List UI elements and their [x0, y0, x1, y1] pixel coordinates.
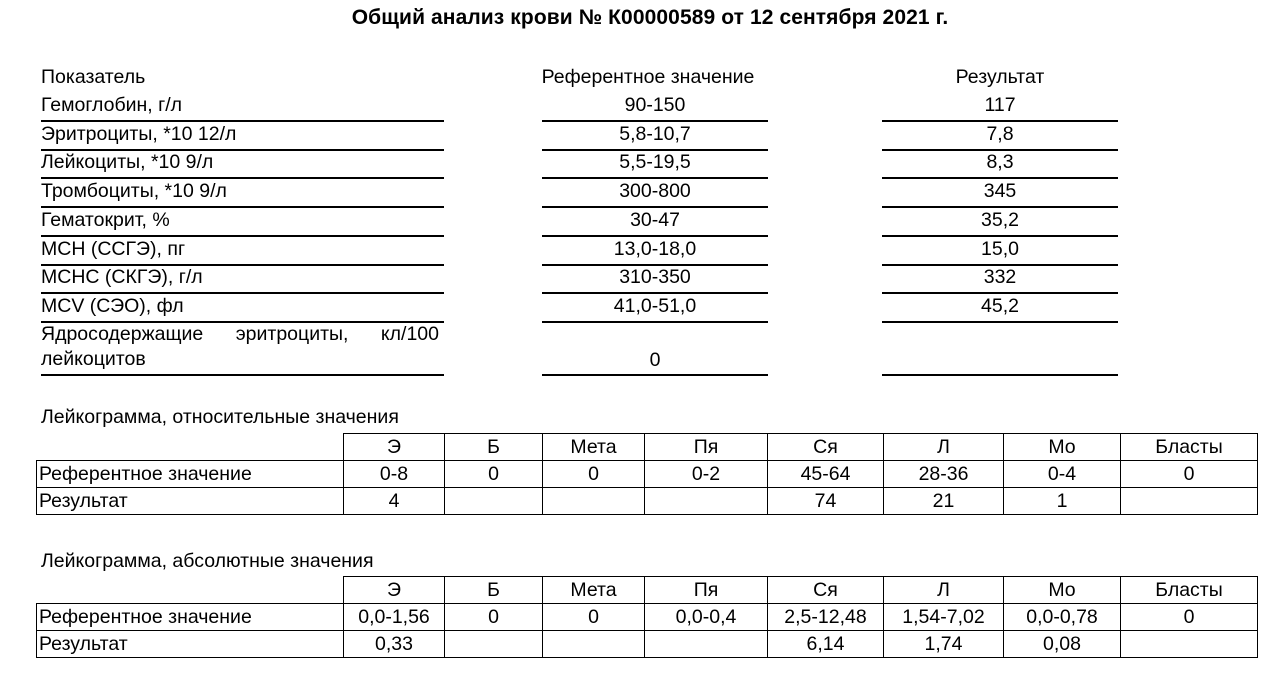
cell-underline: [41, 206, 444, 208]
result-value: 15,0: [981, 237, 1019, 260]
result-cell: [445, 488, 543, 515]
result-cell: [645, 631, 768, 658]
row-label: Результат: [37, 488, 344, 515]
cell-underline: [41, 120, 444, 122]
indicator-name: МСН (ССГЭ), пг: [41, 237, 186, 260]
result-cell: 6,14: [768, 631, 884, 658]
cell-underline: [41, 149, 444, 151]
leuko-relative-result-row: [37, 488, 1258, 515]
header-cell: Пя: [645, 434, 768, 461]
ref-cell: 0: [445, 461, 543, 488]
header-cell: Бласты: [1121, 434, 1258, 461]
leuko-relative-header-row: [37, 434, 1258, 461]
leuko-relative-table: [36, 433, 1258, 515]
leuko-absolute-header-row: [37, 577, 1258, 604]
result-cell: [1121, 488, 1258, 515]
ref-cell: 2,5-12,48: [768, 604, 884, 631]
ref-cell: 0: [543, 604, 645, 631]
row-label: Референтное значение: [37, 604, 344, 631]
cell-underline: [882, 374, 1118, 376]
cell-underline: [542, 321, 768, 323]
header-cell: Пя: [645, 577, 768, 604]
indicator-name: Ядросодержащие эритроциты, кл/100 лейкоцитов: [41, 323, 439, 370]
ref-cell: 0-8: [344, 461, 445, 488]
cell-underline: [542, 292, 768, 294]
result-header: Результат: [955, 66, 1045, 88]
header-cell: Л: [884, 577, 1004, 604]
cell-underline: [542, 149, 768, 151]
cell-underline: [882, 235, 1118, 237]
corner-cell: [37, 434, 344, 461]
header-cell: Бласты: [1121, 577, 1258, 604]
reference-header: Референтное значение: [542, 66, 755, 88]
reference-value: 310-350: [619, 266, 691, 289]
indicator-name: Гемоглобин, г/л: [41, 94, 183, 116]
result-value: 117: [984, 94, 1016, 116]
indicator-name: МСНС (СКГЭ), г/л: [41, 266, 203, 289]
reference-value: 0: [649, 349, 661, 371]
result-cell: [445, 631, 543, 658]
cell-underline: [882, 321, 1118, 323]
result-cell: 4: [344, 488, 445, 515]
result-cell: [645, 488, 768, 515]
row-label: Результат: [37, 631, 344, 658]
cell-underline: [542, 206, 768, 208]
cell-underline: [41, 177, 444, 179]
ref-cell: 0: [543, 461, 645, 488]
reference-value: 5,8-10,7: [619, 122, 691, 145]
cell-underline: [882, 177, 1118, 179]
cell-underline: [41, 235, 444, 237]
reference-value: 5,5-19,5: [619, 151, 691, 174]
leuko-absolute-ref-row: [37, 604, 1258, 631]
result-cell: [1121, 631, 1258, 658]
ref-cell: 0-4: [1004, 461, 1121, 488]
indicator-header: Показатель: [41, 66, 146, 88]
indicator-name: Тромбоциты, *10 9/л: [41, 180, 227, 203]
cell-underline: [542, 120, 768, 122]
result-value: 332: [983, 266, 1017, 289]
header-cell: Б: [445, 577, 543, 604]
reference-value: 300-800: [619, 180, 691, 203]
result-value: 45,2: [981, 294, 1019, 317]
result-cell: 0,33: [344, 631, 445, 658]
result-cell: 0,08: [1004, 631, 1121, 658]
header-cell: Мо: [1004, 434, 1121, 461]
indicator-name: MCV (СЭО), фл: [41, 294, 184, 317]
ref-cell: 45-64: [768, 461, 884, 488]
result-value: 8,3: [986, 151, 1014, 174]
result-value: 345: [983, 180, 1017, 203]
cell-underline: [882, 206, 1118, 208]
cell-underline: [41, 292, 444, 294]
result-cell: 74: [768, 488, 884, 515]
ref-cell: 0: [1121, 461, 1258, 488]
header-cell: Ся: [768, 434, 884, 461]
cell-underline: [542, 177, 768, 179]
page-title: Общий анализ крови № К00000589 от 12 сентября 2021 г.: [351, 6, 949, 29]
cell-underline: [882, 292, 1118, 294]
leuko-relative-ref-row: [37, 461, 1258, 488]
cell-underline: [882, 264, 1118, 266]
cell-underline: [882, 149, 1118, 151]
ref-cell: 1,54-7,02: [884, 604, 1004, 631]
ref-cell: 0,0-0,78: [1004, 604, 1121, 631]
leuko-relative-label: Лейкограмма, относительные значения: [41, 406, 399, 428]
result-value: 7,8: [986, 122, 1014, 145]
ref-cell: 0,0-0,4: [645, 604, 768, 631]
cell-underline: [542, 235, 768, 237]
header-cell: Ся: [768, 577, 884, 604]
ref-cell: 0: [445, 604, 543, 631]
indicator-name: Эритроциты, *10 12/л: [41, 122, 237, 145]
ref-cell: 0: [1121, 604, 1258, 631]
result-cell: 1,74: [884, 631, 1004, 658]
reference-value: 30-47: [630, 208, 680, 231]
header-cell: Мета: [543, 434, 645, 461]
header-cell: Мо: [1004, 577, 1121, 604]
result-cell: 1: [1004, 488, 1121, 515]
reference-value: 90-150: [624, 94, 686, 116]
header-cell: Мета: [543, 577, 645, 604]
leuko-absolute-table: [36, 576, 1258, 658]
indicator-name: Гематокрит, %: [41, 208, 170, 231]
cell-underline: [41, 264, 444, 266]
row-label: Референтное значение: [37, 461, 344, 488]
ref-cell: 28-36: [884, 461, 1004, 488]
ref-cell: 0-2: [645, 461, 768, 488]
cell-underline: [41, 374, 444, 376]
result-cell: [543, 488, 645, 515]
cell-underline: [542, 264, 768, 266]
cell-underline: [542, 374, 768, 376]
result-value: 35,2: [981, 208, 1019, 231]
result-cell: 21: [884, 488, 1004, 515]
ref-cell: 0,0-1,56: [344, 604, 445, 631]
cell-underline: [882, 120, 1118, 122]
header-cell: Э: [344, 434, 445, 461]
result-cell: [543, 631, 645, 658]
reference-value: 41,0-51,0: [613, 294, 697, 317]
indicator-name: Лейкоциты, *10 9/л: [41, 151, 214, 174]
header-cell: Б: [445, 434, 543, 461]
leuko-absolute-label: Лейкограмма, абсолютные значения: [41, 550, 374, 572]
corner-cell: [37, 577, 344, 604]
reference-value: 13,0-18,0: [613, 237, 697, 260]
leuko-absolute-result-row: [37, 631, 1258, 658]
header-cell: Л: [884, 434, 1004, 461]
header-cell: Э: [344, 577, 445, 604]
